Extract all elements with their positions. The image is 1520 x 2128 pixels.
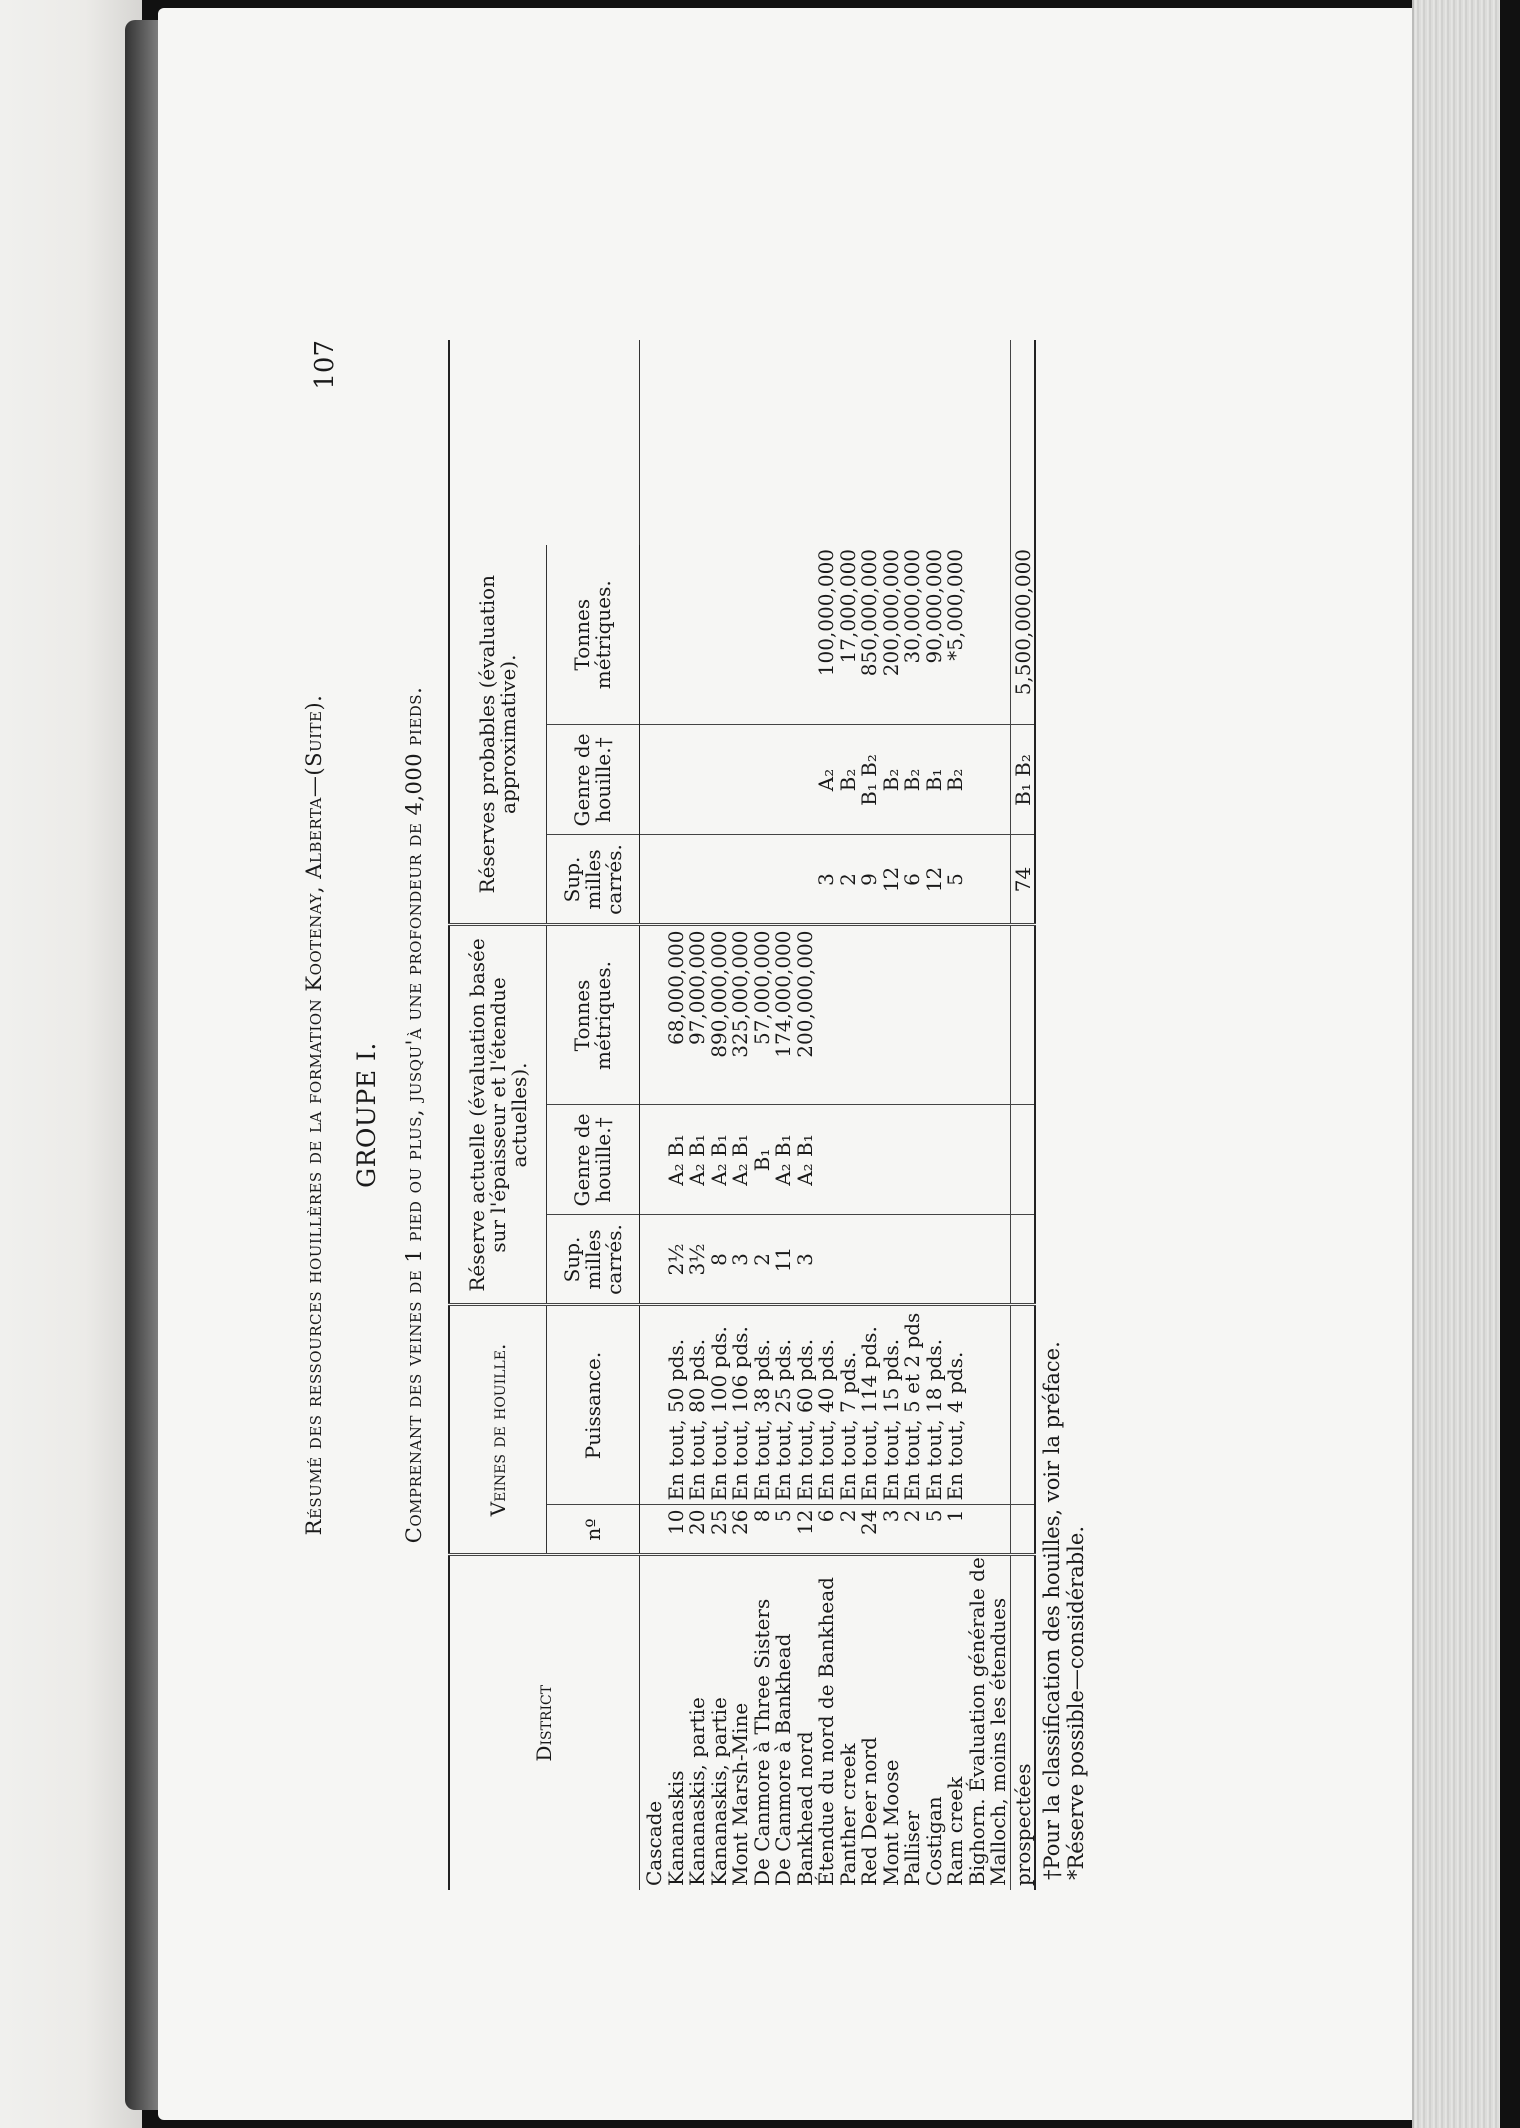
row-puissance: En tout, 15 pds. xyxy=(881,1305,903,1505)
row-actuelle-genre: A₂ B₁ xyxy=(687,1105,709,1215)
row-puissance: En tout, 100 pds. xyxy=(709,1305,731,1505)
row-district: Malloch, moins les étendues xyxy=(986,1597,1010,1886)
table-row xyxy=(687,340,709,1890)
header-probables-genre: Genre de houille.† xyxy=(547,725,640,835)
header-actuelle-tonnes: Tonnes métriques. xyxy=(547,925,640,1105)
row-probables-genre xyxy=(709,725,731,835)
row-probables-tonnes: 5,500,000,000 xyxy=(1010,545,1035,725)
row-actuelle-tonnes xyxy=(859,925,881,1105)
row-actuelle-sup xyxy=(881,1215,903,1305)
row-actuelle-tonnes xyxy=(881,925,903,1105)
row-actuelle-tonnes xyxy=(967,925,989,1105)
row-spacer xyxy=(687,340,709,545)
row-district: Red Deer nord xyxy=(857,1737,881,1886)
row-probables-genre xyxy=(988,725,1010,835)
row-probables-sup: 6 xyxy=(902,835,924,925)
row-no: 6 xyxy=(816,1505,838,1555)
row-actuelle-genre xyxy=(838,1105,860,1215)
row-no: 5 xyxy=(924,1505,946,1555)
row-spacer xyxy=(709,340,731,545)
row-no: 5 xyxy=(773,1505,795,1555)
row-actuelle-sup: 3½ xyxy=(687,1215,709,1305)
table-row xyxy=(795,340,817,1890)
row-actuelle-tonnes: 68,000,000 xyxy=(666,925,688,1105)
row-actuelle-tonnes: 325,000,000 xyxy=(730,925,752,1105)
row-actuelle-sup: 2½ xyxy=(666,1215,688,1305)
rotated-page-content xyxy=(300,340,1120,1890)
header-actuelle-sup: Sup. milles carrés. xyxy=(547,1215,640,1305)
row-probables-sup: 12 xyxy=(881,835,903,925)
row-puissance: En tout, 38 pds. xyxy=(752,1305,774,1505)
row-spacer xyxy=(1010,340,1035,545)
row-actuelle-sup xyxy=(838,1215,860,1305)
row-actuelle-sup xyxy=(859,1215,881,1305)
row-no xyxy=(640,1505,666,1555)
row-spacer xyxy=(967,340,989,545)
row-probables-genre: B₂ xyxy=(881,725,903,835)
row-puissance: En tout, 114 pds. xyxy=(859,1305,881,1505)
row-probables-genre: B₂ xyxy=(902,725,924,835)
row-district: Cascade xyxy=(642,1800,666,1886)
coal-table-wrap xyxy=(448,340,1036,1890)
row-actuelle-sup: 8 xyxy=(709,1215,731,1305)
row-spacer xyxy=(881,340,903,545)
row-actuelle-genre xyxy=(1010,1105,1035,1215)
row-probables-sup xyxy=(967,835,989,925)
row-no: 2 xyxy=(902,1505,924,1555)
row-spacer xyxy=(924,340,946,545)
row-probables-sup: 2 xyxy=(838,835,860,925)
page-number: 107 xyxy=(310,340,340,390)
row-actuelle-tonnes xyxy=(640,925,666,1105)
row-puissance: En tout, 18 pds. xyxy=(924,1305,946,1505)
row-spacer xyxy=(945,340,967,545)
row-probables-sup xyxy=(687,835,709,925)
row-actuelle-sup xyxy=(924,1215,946,1305)
row-no: 25 xyxy=(709,1505,731,1555)
row-actuelle-tonnes: 174,000,000 xyxy=(773,925,795,1105)
table-row xyxy=(945,340,967,1890)
row-actuelle-genre xyxy=(945,1105,967,1215)
row-actuelle-genre xyxy=(881,1105,903,1215)
row-district: Palliser xyxy=(900,1810,924,1886)
row-actuelle-tonnes xyxy=(988,925,1010,1105)
row-probables-genre xyxy=(687,725,709,835)
row-puissance: En tout, 80 pds. xyxy=(687,1305,709,1505)
row-district: De Canmore à Bankhead xyxy=(771,1633,795,1886)
row-district: Bankhead nord xyxy=(792,1731,817,1886)
row-probables-sup: 12 xyxy=(924,835,946,925)
row-actuelle-tonnes xyxy=(838,925,860,1105)
row-puissance: En tout, 50 pds. xyxy=(666,1305,688,1505)
table-row xyxy=(730,340,752,1890)
table-row xyxy=(988,340,1010,1890)
row-probables-tonnes: 850,000,000 xyxy=(859,545,881,725)
row-probables-genre: B₂ xyxy=(838,725,860,835)
row-actuelle-sup xyxy=(816,1215,838,1305)
row-probables-tonnes: 100,000,000 xyxy=(816,545,838,725)
row-actuelle-sup: 3 xyxy=(730,1215,752,1305)
row-no xyxy=(1010,1505,1035,1555)
row-puissance: En tout, 60 pds. xyxy=(795,1305,817,1505)
row-no: 20 xyxy=(687,1505,709,1555)
row-puissance: En tout, 7 pds. xyxy=(838,1305,860,1505)
table-row xyxy=(859,340,881,1890)
table-row xyxy=(838,340,860,1890)
row-district: Costigan xyxy=(921,1796,946,1886)
row-probables-genre xyxy=(967,725,989,835)
row-actuelle-genre xyxy=(988,1105,1010,1215)
row-probables-genre: B₂ xyxy=(945,725,967,835)
row-spacer xyxy=(640,340,666,545)
row-probables-sup xyxy=(795,835,817,925)
row-actuelle-sup xyxy=(902,1215,924,1305)
row-district: Bighorn. Évaluation générale de xyxy=(964,1557,989,1886)
table-row xyxy=(967,340,989,1890)
row-spacer xyxy=(859,340,881,545)
header-empty xyxy=(449,340,640,545)
row-district: Panther creek xyxy=(835,1743,860,1886)
row-district: Mont Moose xyxy=(878,1759,903,1886)
page-edges xyxy=(1412,0,1500,2128)
header-veines: Veines de houille. xyxy=(449,1305,547,1555)
row-probables-tonnes xyxy=(988,545,1010,725)
row-actuelle-sup xyxy=(988,1215,1010,1305)
row-probables-sup: 74 xyxy=(1010,835,1035,925)
row-probables-genre: B₁ B₂ xyxy=(1010,725,1035,835)
table-row xyxy=(640,340,666,1890)
row-no: 3 xyxy=(881,1505,903,1555)
header-actuelle-genre: Genre de houille.† xyxy=(547,1105,640,1215)
row-probables-tonnes: 30,000,000 xyxy=(902,545,924,725)
header-puissance: Puissance. xyxy=(547,1305,640,1505)
row-puissance xyxy=(640,1305,666,1505)
row-actuelle-tonnes xyxy=(816,925,838,1105)
row-probables-genre: A₂ xyxy=(816,725,838,835)
row-district: Kananaskis, partie xyxy=(685,1697,709,1886)
row-spacer xyxy=(773,340,795,545)
row-district: De Canmore à Three Sisters xyxy=(749,1598,774,1886)
row-actuelle-tonnes xyxy=(1010,925,1035,1105)
row-spacer xyxy=(816,340,838,545)
row-probables-sup xyxy=(709,835,731,925)
row-district: Mont Marsh-Mine xyxy=(728,1702,752,1886)
row-actuelle-sup: 2 xyxy=(752,1215,774,1305)
table-body xyxy=(640,340,1036,1890)
row-puissance xyxy=(967,1305,989,1505)
footnotes xyxy=(1040,1341,1088,1880)
row-probables-sup: 5 xyxy=(945,835,967,925)
table-title: Résumé des ressources houillères de la formation Kootenay, Alberta—(Suite). xyxy=(302,694,326,1536)
row-probables-tonnes xyxy=(967,545,989,725)
table-row xyxy=(666,340,688,1890)
row-puissance xyxy=(988,1305,1010,1505)
row-actuelle-genre: A₂ B₁ xyxy=(773,1105,795,1215)
table-subtitle: Comprenant des veines de 1 pied ou plus, jusqu'à une profondeur de 4,000 pieds. xyxy=(402,686,426,1544)
row-probables-tonnes xyxy=(752,545,774,725)
row-no: 10 xyxy=(666,1505,688,1555)
row-district: Kananaskis, partie xyxy=(706,1697,731,1886)
row-actuelle-sup: 3 xyxy=(795,1215,817,1305)
row-district: Ram creek xyxy=(943,1776,967,1886)
row-spacer xyxy=(902,340,924,545)
header-probables-sup: Sup. milles carrés. xyxy=(547,835,640,925)
row-district: Étendue du nord de Bankhead xyxy=(814,1577,838,1886)
row-actuelle-genre xyxy=(816,1105,838,1215)
table-row xyxy=(881,340,903,1890)
row-probables-tonnes: *5,000,000 xyxy=(945,545,967,725)
row-probables-genre xyxy=(795,725,817,835)
header-probables-tonnes: Tonnes métriques. xyxy=(547,545,640,725)
row-probables-sup xyxy=(752,835,774,925)
row-actuelle-sup xyxy=(945,1215,967,1305)
header-reserves-probables: Réserves probables (évaluation approximative). xyxy=(449,545,547,925)
row-actuelle-genre: A₂ B₁ xyxy=(709,1105,731,1215)
row-actuelle-genre xyxy=(902,1105,924,1215)
row-actuelle-sup xyxy=(967,1215,989,1305)
row-probables-genre: B₁ xyxy=(924,725,946,835)
table-row xyxy=(773,340,795,1890)
row-district: Kananaskis xyxy=(663,1770,688,1886)
row-spacer xyxy=(795,340,817,545)
table-row xyxy=(709,340,731,1890)
row-actuelle-sup xyxy=(640,1215,666,1305)
row-actuelle-genre xyxy=(967,1105,989,1215)
row-probables-tonnes xyxy=(687,545,709,725)
row-probables-tonnes xyxy=(773,545,795,725)
row-probables-tonnes: 17,000,000 xyxy=(838,545,860,725)
row-spacer xyxy=(752,340,774,545)
row-actuelle-tonnes: 200,000,000 xyxy=(795,925,817,1105)
row-district: prospectées xyxy=(1010,1555,1035,1890)
header-reserve-actuelle: Réserve actuelle (évaluation basée sur l'épaisseur et l'étendue actuelles). xyxy=(449,925,547,1305)
row-probables-genre xyxy=(730,725,752,835)
row-actuelle-genre xyxy=(924,1105,946,1215)
row-actuelle-tonnes: 890,000,000 xyxy=(709,925,731,1105)
row-actuelle-genre xyxy=(859,1105,881,1215)
row-puissance: En tout, 5 et 2 pds xyxy=(902,1305,924,1505)
row-probables-genre xyxy=(773,725,795,835)
row-probables-sup xyxy=(988,835,1010,925)
row-probables-sup xyxy=(666,835,688,925)
row-no xyxy=(988,1505,1010,1555)
row-no: 1 xyxy=(945,1505,967,1555)
table-row xyxy=(924,340,946,1890)
table-row xyxy=(752,340,774,1890)
row-actuelle-genre: B₁ xyxy=(752,1105,774,1215)
header-district: District xyxy=(449,1555,640,1890)
row-puissance: En tout, 40 pds. xyxy=(816,1305,838,1505)
row-probables-tonnes: 90,000,000 xyxy=(924,545,946,725)
row-probables-sup xyxy=(730,835,752,925)
header-no: nº xyxy=(547,1505,640,1555)
left-page xyxy=(0,0,142,2128)
row-no: 24 xyxy=(859,1505,881,1555)
row-probables-tonnes xyxy=(640,545,666,725)
row-actuelle-genre xyxy=(640,1105,666,1215)
footnote-reserve-possible: *Réserve possible—considérable. xyxy=(1064,1525,1088,1880)
row-actuelle-genre: A₂ B₁ xyxy=(666,1105,688,1215)
row-no: 8 xyxy=(752,1505,774,1555)
row-probables-sup: 3 xyxy=(816,835,838,925)
row-probables-tonnes: 200,000,000 xyxy=(881,545,903,725)
row-puissance: En tout, 4 pds. xyxy=(945,1305,967,1505)
row-actuelle-tonnes xyxy=(902,925,924,1105)
footnote-classification: †Pour la classification des houilles, voir la préface. xyxy=(1040,1341,1064,1880)
row-puissance: En tout, 25 pds. xyxy=(773,1305,795,1505)
row-no: 12 xyxy=(795,1505,817,1555)
table-row xyxy=(816,340,838,1890)
row-probables-genre xyxy=(666,725,688,835)
row-spacer xyxy=(666,340,688,545)
row-actuelle-tonnes xyxy=(945,925,967,1105)
row-probables-genre xyxy=(752,725,774,835)
row-actuelle-genre: A₂ B₁ xyxy=(795,1105,817,1215)
row-actuelle-sup xyxy=(1010,1215,1035,1305)
row-probables-sup xyxy=(640,835,666,925)
row-probables-genre xyxy=(640,725,666,835)
row-probables-tonnes xyxy=(730,545,752,725)
row-puissance xyxy=(1010,1305,1035,1505)
row-probables-tonnes xyxy=(795,545,817,725)
table-row xyxy=(1010,340,1035,1890)
row-actuelle-tonnes xyxy=(924,925,946,1105)
row-probables-genre: B₁ B₂ xyxy=(859,725,881,835)
row-actuelle-sup: 11 xyxy=(773,1215,795,1305)
row-probables-sup xyxy=(773,835,795,925)
row-puissance: En tout, 106 pds. xyxy=(730,1305,752,1505)
row-no: 26 xyxy=(730,1505,752,1555)
row-spacer xyxy=(838,340,860,545)
row-actuelle-tonnes: 97,000,000 xyxy=(687,925,709,1105)
row-spacer xyxy=(988,340,1010,545)
row-no: 2 xyxy=(838,1505,860,1555)
row-probables-sup: 9 xyxy=(859,835,881,925)
row-probables-tonnes xyxy=(709,545,731,725)
row-no xyxy=(967,1505,989,1555)
row-probables-tonnes xyxy=(666,545,688,725)
coal-reserves-table xyxy=(448,340,1036,1890)
row-spacer xyxy=(730,340,752,545)
row-actuelle-tonnes: 57,000,000 xyxy=(752,925,774,1105)
row-actuelle-genre: A₂ B₁ xyxy=(730,1105,752,1215)
group-heading: GROUPE I. xyxy=(352,1042,381,1188)
table-row xyxy=(902,340,924,1890)
